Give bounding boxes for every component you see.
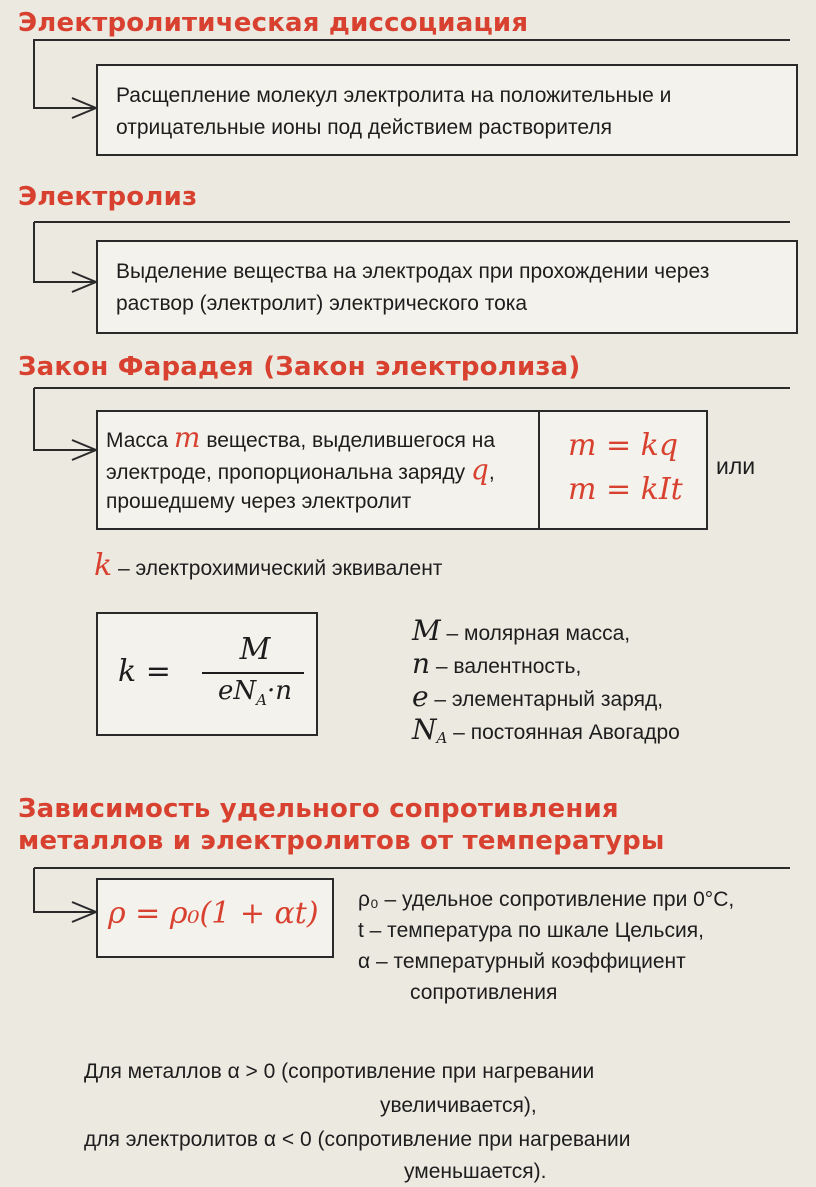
k-legend [412,614,802,746]
legend-desc: – постоянная Авогадро [447,721,680,744]
law-text: Масса [106,429,174,452]
definition-line: отрицательные ионы под действием растворителя [116,116,612,139]
heading-faraday-law: Закон Фарадея (Закон электролиза) [18,352,581,382]
law-statement [98,412,538,528]
definition-line: Выделение вещества на электродах при прохождении через [116,260,710,283]
legend-subscript: A [436,729,448,748]
legend-symbol: N [412,713,437,746]
fraction-bar [202,672,304,674]
note-electrolytes-line2: уменьшается). [404,1160,547,1183]
legend-desc: – валентность, [430,655,582,678]
faraday-law-box [96,410,708,530]
legend-line: ρ₀ – удельное сопротивление при 0°С, [358,888,735,911]
definition-box-dissociation [96,64,798,156]
k-description: – электрохимический эквивалент [112,557,443,580]
legend-symbol: e [412,680,429,713]
k-formula-denominator [202,676,308,709]
law-line [106,422,495,456]
charge-symbol: q [470,453,489,486]
note-metals-line2: увеличивается), [380,1094,537,1117]
or-label: или [716,453,756,479]
legend-line: сопротивления [410,981,558,1004]
law-text: , [488,461,495,484]
heading-resistivity-line2: металлов и электролитов от температуры [18,826,665,856]
legend-symbol: M [412,614,441,647]
legend-line: α – температурный коэффициент [358,950,686,973]
note-electrolytes-line1: для электролитов α < 0 (сопротивление при нагревании [84,1128,631,1151]
formula-m-kIt: m = kIt [568,472,683,507]
legend-item [412,713,802,746]
legend-item [412,614,802,647]
denominator-subscript: A [256,691,267,710]
formula-m-kq: m = kq [568,428,679,463]
legend-line: t – температура по шкале Цельсия, [358,919,704,942]
definition-box-electrolysis [96,240,798,334]
denominator-tail: ·n [266,676,292,706]
definition-line: Расщепление молекул электролита на положительные и [116,84,672,107]
mass-symbol: m [173,421,201,454]
k-formula-box [96,612,318,736]
law-line [106,454,495,488]
note-metals-line1: Для металлов α > 0 (сопротивление при нагревании [84,1060,595,1083]
resistivity-legend [358,884,808,1008]
legend-desc: – элементарный заряд, [428,688,664,711]
k-formula-numerator: M [239,632,271,667]
k-symbol: k [94,548,113,583]
law-line: прошедшему через электролит [106,490,412,513]
resistivity-formula-box [96,878,334,958]
heading-electrolytic-dissociation: Электролитическая диссоциация [18,8,529,38]
definition-line: раствор (электролит) электрического тока [116,292,528,315]
denominator-main: eN [218,676,257,706]
resistivity-formula: ρ = ρ₀(1 + αt) [108,896,319,931]
legend-item [412,680,802,713]
legend-desc: – молярная масса, [440,622,631,645]
law-text: вещества, выделившегося на [200,429,496,452]
law-divider [538,412,540,528]
legend-item [412,647,802,680]
heading-electrolysis: Электролиз [18,182,198,212]
k-formula-lhs: k = [118,654,171,689]
heading-resistivity-line1: Зависимость удельного сопротивления [18,794,619,824]
legend-symbol: n [412,647,431,680]
k-definition [94,548,442,584]
law-text: электроде, пропорциональна заряду [106,461,471,484]
